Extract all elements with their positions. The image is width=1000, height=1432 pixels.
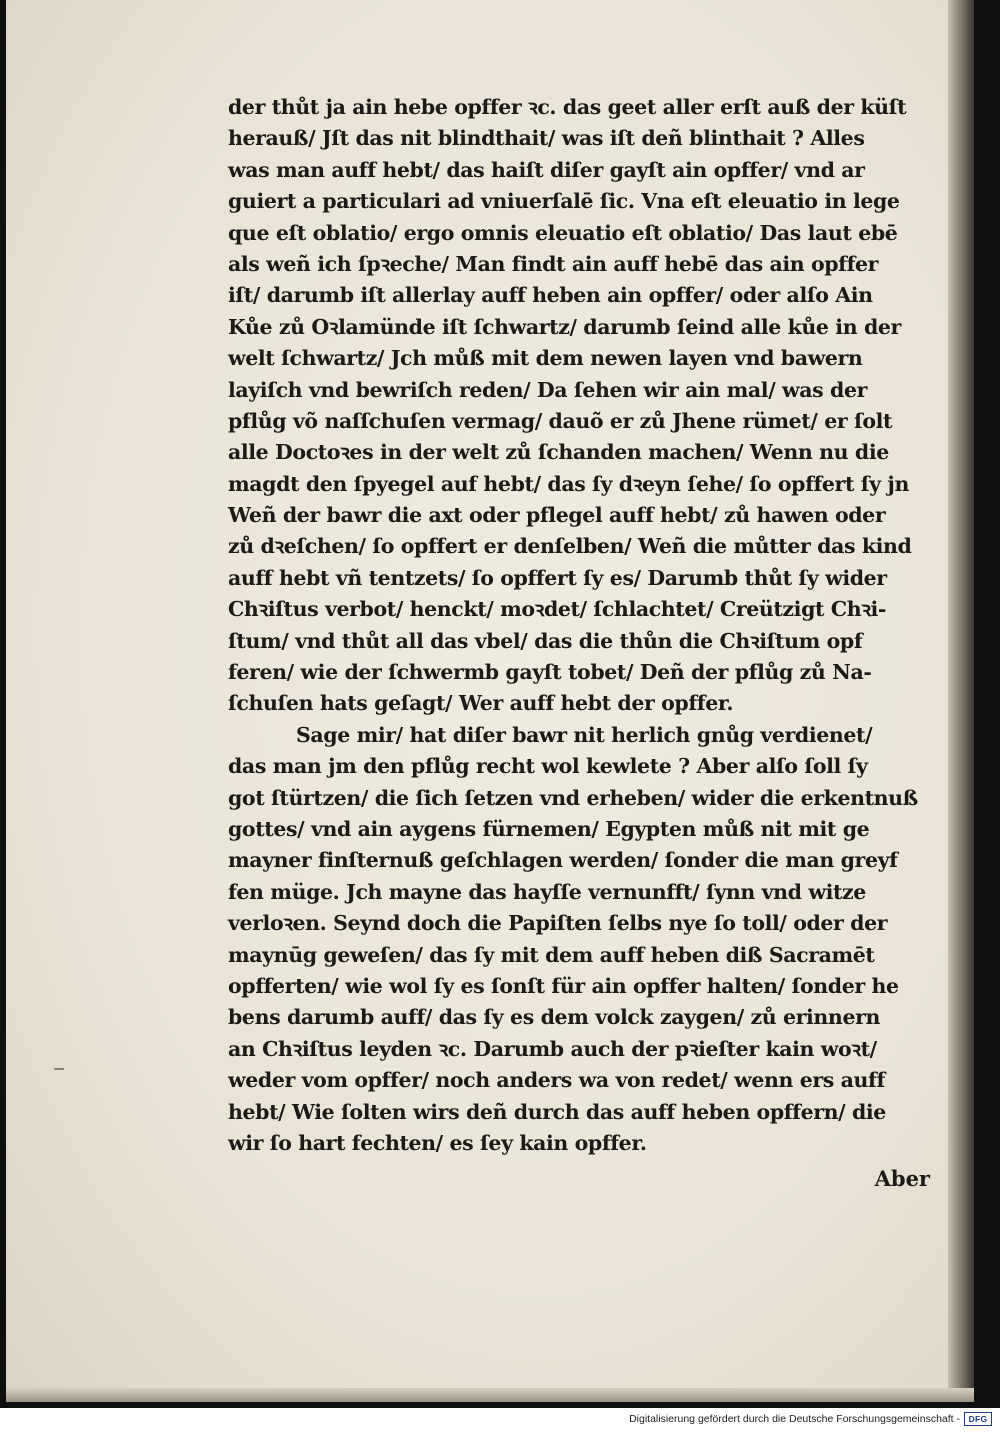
catchword: Aber <box>874 1166 930 1192</box>
text-line: weder vom opffer/ noch anders wa von redet/ wenn ers auff <box>228 1068 885 1093</box>
text-line: que eſt oblatio/ ergo omnis eleuatio eſt oblatio/ Das laut ebē <box>228 220 898 245</box>
text-line: magdt den ſpyegel auf hebt/ das ſy dꝛeyn ſehe/ ſo opffert ſy jn <box>228 471 909 496</box>
text-line: herauß/ Jſt das nit blindthait/ was iſt deñ blinthait ? Alles <box>228 126 865 151</box>
text-line: gottes/ vnd ain aygens fürnemen/ Egypten můß nit mit ge <box>228 816 870 841</box>
text-line: als weñ ich ſpꝛeche/ Man findt ain auff hebē das ain opffer <box>228 251 879 276</box>
text-line: pflůg võ naſſchuſen vermag/ dauõ er zů Jhene rümet/ er ſolt <box>228 408 893 433</box>
text-line: got ſtürtzen/ die ſich ſetzen vnd erheben/ wider die erkentnuß <box>228 785 918 810</box>
paper-page <box>6 0 974 1402</box>
text-line: maynūg geweſen/ das ſy mit dem auff heben diß Sacramēt <box>228 942 875 967</box>
text-line: verloꝛen. Seynd doch die Papiſten ſelbs nye ſo toll/ oder der <box>228 911 888 936</box>
text-line: guiert a particulari ad vniuerſalē ſic. Vna eſt eleuatio in lege <box>228 189 900 214</box>
text-line: hebt/ Wie ſolten wirs deñ durch das auff heben opffern/ die <box>228 1099 886 1124</box>
margin-mark <box>54 1068 64 1070</box>
text-line: an Chꝛiſtus leyden ꝛc. Darumb auch der pꝛieſter kain woꝛt/ <box>228 1036 877 1061</box>
text-line: ſchuſen hats geſagt/ Wer auff hebt der opffer. <box>228 691 734 716</box>
text-line: Weñ der bawr die axt oder pflegel auff hebt/ zů hawen oder <box>228 503 886 528</box>
text-line: alle Doctoꝛes in der welt zů ſchanden machen/ Wenn nu die <box>228 440 889 465</box>
text-line: layiſch vnd bewriſch reden/ Da ſehen wir ain mal/ was der <box>228 377 868 402</box>
dfg-logo-icon: DFG <box>964 1412 992 1426</box>
text-line: feren/ wie der ſchwermb gayſt tobet/ Deñ der pflůg zů Na- <box>228 660 872 685</box>
text-line: Chꝛiſtus verbot/ henckt/ moꝛdet/ ſchlachtet/ Creützigt Chꝛi- <box>228 597 887 622</box>
text-line: bens darumb auff/ das ſy es dem volck zaygen/ zů erinnern <box>228 1005 880 1030</box>
text-line: das man jm den pflůg recht wol kewlete ? Aber alſo ſoll ſy <box>228 754 868 779</box>
footer-bar <box>0 1408 1000 1432</box>
text-line: wir ſo hart fechten/ es ſey kain opffer. <box>228 1130 647 1155</box>
text-line: was man auff hebt/ das haiſt diſer gayſt ain opffer/ vnd ar <box>228 157 865 182</box>
text-line: fen müge. Jch mayne das hayſſe vernunfft/ ſynn vnd witze <box>228 879 866 904</box>
text-line: iſt/ darumb iſt allerlay auff heben ain opffer/ oder alſo Ain <box>228 283 873 308</box>
text-line: auff hebt vñ tentzets/ ſo opffert ſy es/ Darumb thůt ſy wider <box>228 565 887 590</box>
page-bottom-edge <box>6 1388 974 1402</box>
text-line: opfferten/ wie wol ſy es ſonſt für ain opffer halten/ ſonder he <box>228 973 899 998</box>
text-line: ſtum/ vnd thůt all das vbel/ das die thůn die Chꝛiſtum opf <box>228 628 863 653</box>
text-block <box>228 92 934 1195</box>
page-edge-shadow <box>948 0 974 1402</box>
text-line: welt ſchwartz/ Jch můß mit dem newen layen vnd bawern <box>228 346 863 371</box>
text-line: zů dꝛeſchen/ ſo opffert er denſelben/ Weñ die můtter das kind <box>228 534 912 559</box>
text-line: Kůe zů Oꝛlamünde iſt ſchwartz/ darumb ſeind alle kůe in der <box>228 314 901 339</box>
paragraph-start-line: Sage mir/ hat diſer bawr nit herlich gnůg verdienet/ <box>296 722 873 747</box>
text-line: der thůt ja ain hebe opffer ꝛc. das geet aller erſt auß der küſt <box>228 95 907 119</box>
funding-credit: Digitalisierung gefördert durch die Deutsche Forschungsgemeinschaft - <box>629 1413 960 1425</box>
text-line: mayner finſternuß geſchlagen werden/ ſonder die man greyf <box>228 848 898 873</box>
